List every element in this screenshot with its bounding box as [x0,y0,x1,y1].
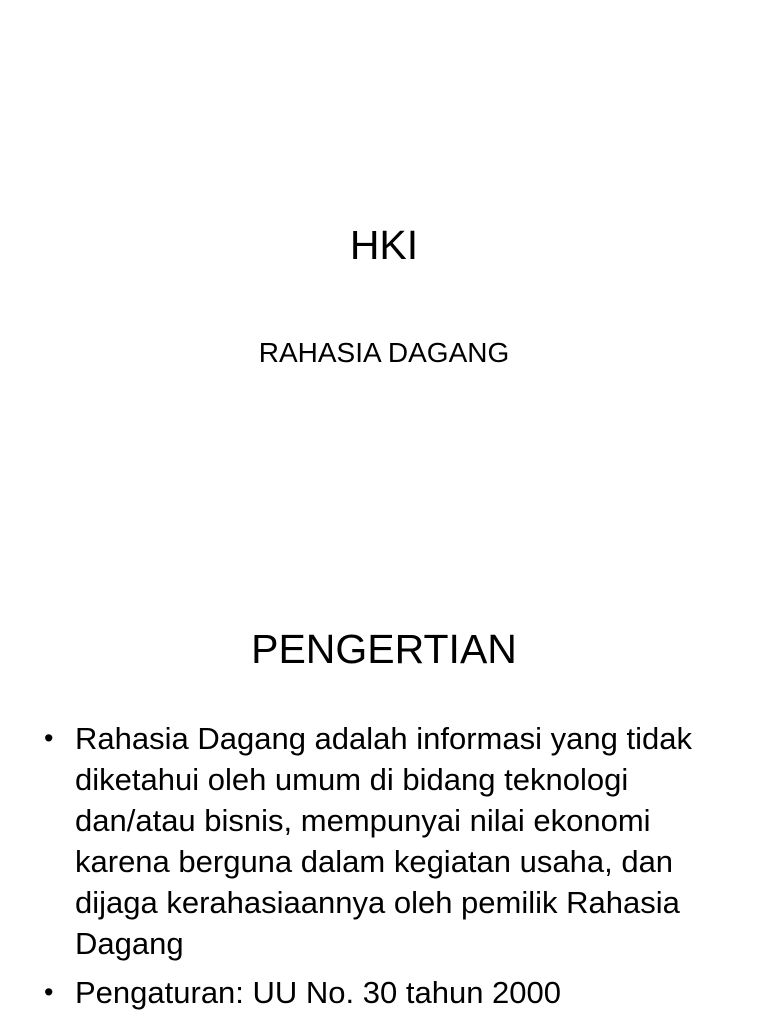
bullet-icon: • [44,977,54,1007]
slide-2 [0,576,768,1024]
slide-subtitle: RAHASIA DAGANG [258,337,510,368]
bullet-text: Rahasia Dagang adalah informasi yang tidak diketahui oleh umum di bidang teknologi dan/atau bisnis, mempunyai nilai ekonomi karena berguna dalam kegiatan usaha, dan dijaga kerahasiaannya oleh pemilik Rahasia Dagang [75,721,692,961]
bullet-list [44,718,744,1021]
slide-title: PENGERTIAN [251,626,517,672]
bullet-icon: • [44,723,54,753]
bullet-text: Pengaturan: UU No. 30 tahun 2000 [75,975,562,1010]
bullet-item [44,718,744,964]
bullet-item [44,972,744,1013]
slide-title: HKI [349,222,419,268]
